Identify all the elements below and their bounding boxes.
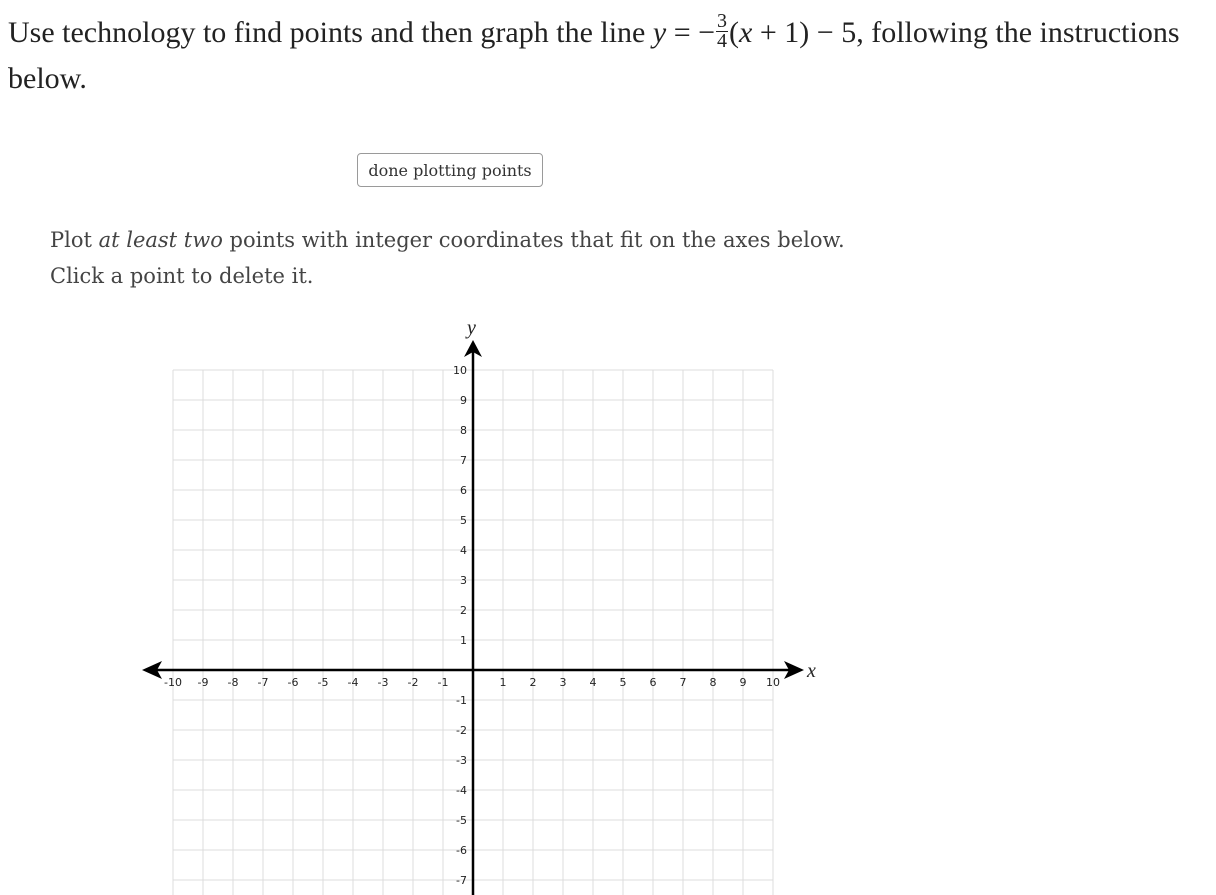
- equation-y: y: [652, 16, 667, 49]
- question-text-after: , following the instructions below.: [8, 16, 1180, 95]
- x-tick-label: -3: [377, 676, 389, 689]
- equation-x: x: [739, 16, 753, 49]
- instruction-emphasis: at least two: [98, 228, 223, 252]
- y-tick-label: 8: [460, 424, 467, 437]
- x-tick-label: -1: [437, 676, 449, 689]
- x-tick-label: -8: [227, 676, 239, 689]
- x-tick-label: -9: [197, 676, 209, 689]
- x-tick-label: -2: [407, 676, 419, 689]
- y-tick-label: -3: [456, 754, 467, 767]
- y-tick-label: 7: [460, 454, 467, 467]
- y-tick-label: -2: [456, 724, 467, 737]
- y-tick-label: 2: [460, 604, 467, 617]
- equation-equals: = −: [666, 16, 716, 49]
- x-tick-label: 4: [589, 676, 597, 689]
- x-tick-label: 8: [709, 676, 717, 689]
- y-tick-label: 1: [460, 634, 467, 647]
- y-tick-label: 3: [460, 574, 467, 587]
- instruction-prefix: Plot: [50, 228, 99, 252]
- x-tick-label: 5: [619, 676, 627, 689]
- fraction-numerator: 3: [717, 9, 728, 32]
- y-tick-label: 4: [460, 544, 467, 557]
- y-axis-label: y: [467, 317, 476, 339]
- y-tick-label: 9: [460, 394, 467, 407]
- x-tick-label: 7: [679, 676, 687, 689]
- x-tick-label: -5: [317, 676, 329, 689]
- equation-rest: + 1) − 5: [752, 16, 857, 49]
- x-tick-label: 6: [649, 676, 657, 689]
- x-axis-label: x: [807, 660, 816, 682]
- y-tick-label: -6: [456, 844, 467, 857]
- instruction-line-2: Click a point to delete it.: [50, 264, 314, 288]
- x-tick-label: -4: [347, 676, 359, 689]
- axes: [142, 317, 816, 895]
- y-tick-label: 10: [453, 364, 467, 377]
- x-tick-label: -6: [287, 676, 299, 689]
- y-tick-labels: [453, 364, 467, 887]
- x-tick-label: 9: [739, 676, 747, 689]
- fraction-denominator: 4: [717, 29, 728, 52]
- x-tick-label: -10: [164, 676, 182, 689]
- instruction-suffix: points with integer coordinates that fit on the axes below.: [222, 228, 845, 252]
- equation-open-paren: (: [729, 16, 740, 49]
- x-tick-label: 10: [766, 676, 780, 689]
- y-tick-label: -7: [456, 874, 467, 887]
- y-tick-label: -1: [456, 694, 467, 707]
- done-plotting-points-button[interactable]: done plotting points: [357, 153, 543, 187]
- x-tick-label: 2: [529, 676, 537, 689]
- y-tick-label: 5: [460, 514, 467, 527]
- y-tick-label: -5: [456, 814, 467, 827]
- x-tick-label: -7: [257, 676, 269, 689]
- x-tick-label: 1: [499, 676, 507, 689]
- y-tick-label: 6: [460, 484, 467, 497]
- question-text-before: Use technology to find points and then graph the line: [8, 16, 653, 49]
- x-tick-label: 3: [559, 676, 567, 689]
- y-tick-label: -4: [456, 784, 467, 797]
